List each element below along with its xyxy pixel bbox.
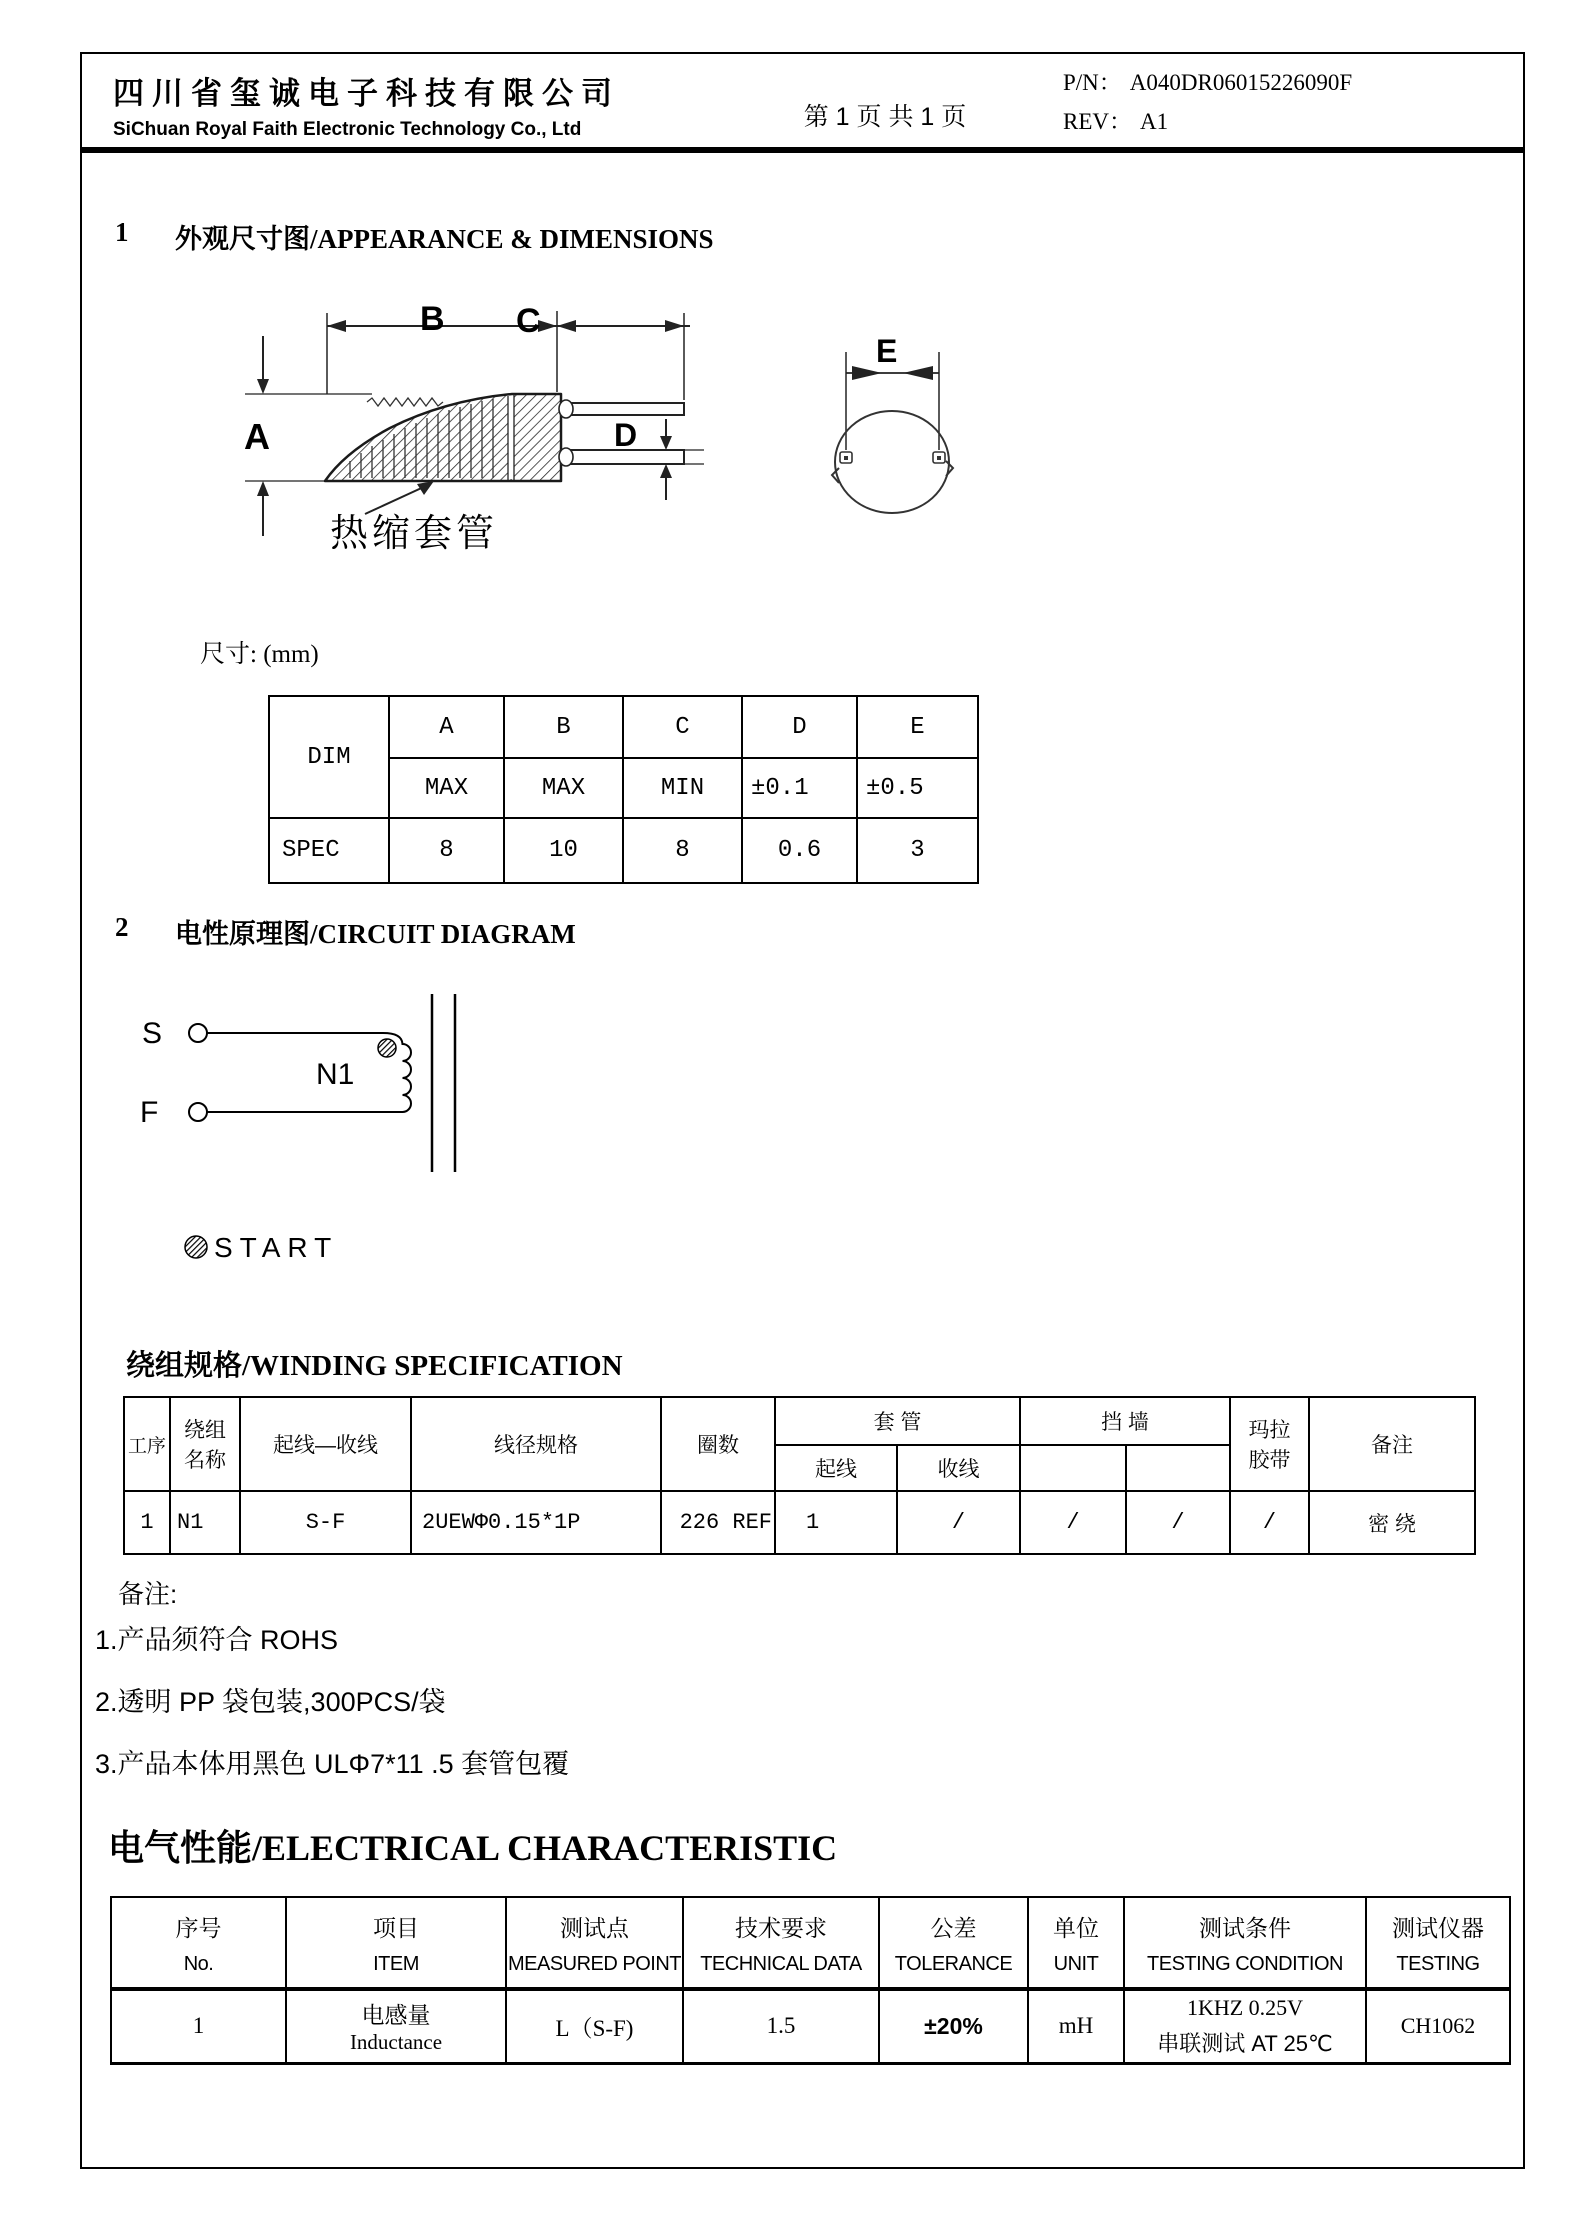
- start-legend-dot: [185, 1236, 207, 1258]
- note-item-1: 1.产品须符合 ROHS: [95, 1625, 339, 1655]
- dim-col-e: E: [857, 696, 978, 758]
- winding-n1-label: N1: [316, 1058, 355, 1091]
- wr-name: N1: [170, 1491, 240, 1554]
- er-instr: CH1062: [1366, 1989, 1510, 2063]
- wh-tube-end: 收线: [897, 1445, 1020, 1491]
- eh-instr: 测试仪器 TESTING: [1366, 1897, 1510, 1989]
- dim-col-a: A: [389, 696, 504, 758]
- er-no: 1: [111, 1989, 286, 2063]
- er-item: 电感量 Inductance: [286, 1989, 506, 2063]
- note-item-3: 3.产品本体用黑色 ULΦ7*11 .5 套管包覆: [95, 1749, 570, 1779]
- sleeve-label: 热缩套管: [330, 513, 499, 555]
- wr-remark: 密 绕: [1309, 1491, 1475, 1554]
- eh-point: 测试点 MEASURED POINT: [506, 1897, 683, 1989]
- section2-title: 电性原理图/CIRCUIT DIAGRAM: [175, 919, 576, 949]
- rev-label: REV：: [1063, 109, 1132, 134]
- dim-d-label: D: [614, 417, 638, 453]
- er-unit: mH: [1028, 1989, 1124, 2063]
- terminal-s-label: S: [142, 1017, 163, 1050]
- winding-start-dot: [378, 1039, 396, 1057]
- wh-tube: 套 管: [775, 1397, 1020, 1445]
- wr-mylar: /: [1230, 1491, 1309, 1554]
- dim-tol-e: ±0.5: [857, 758, 978, 818]
- wr-wire-spec: 2UEWΦ0.15*1P: [411, 1491, 661, 1554]
- eh-no: 序号 No.: [111, 1897, 286, 1989]
- electrical-title: 电气性能/ELECTRICAL CHARACTERISTIC: [108, 1828, 838, 1868]
- section2-number: 2: [115, 912, 129, 942]
- eh-tech: 技术要求 TECHNICAL DATA: [683, 1897, 879, 1989]
- dim-col-c: C: [623, 696, 742, 758]
- wr-process: 1: [124, 1491, 170, 1554]
- dim-spec-c: 8: [623, 818, 742, 883]
- dim-tol-b: MAX: [504, 758, 623, 818]
- dim-e-label: E: [876, 333, 898, 369]
- dim-tol-a: MAX: [389, 758, 504, 818]
- page-number: 第 1 页 共 1 页: [803, 103, 967, 131]
- part-number: [1063, 64, 1352, 97]
- er-tech: 1.5: [683, 1989, 879, 2063]
- wr-barrier-2: /: [1126, 1491, 1230, 1554]
- lead-top: [561, 403, 684, 415]
- wire-end-squiggle: [367, 398, 443, 406]
- eh-unit: 单位 UNIT: [1028, 1897, 1124, 1989]
- wr-start-end: S-F: [240, 1491, 411, 1554]
- header-divider: [82, 147, 1523, 153]
- terminal-f-node: [189, 1103, 207, 1121]
- wh-turns: 圈数: [661, 1397, 775, 1491]
- note-item-2: 2.透明 PP 袋包装,300PCS/袋: [95, 1687, 446, 1717]
- dimension-table: [268, 695, 979, 884]
- dim-col-d: D: [742, 696, 857, 758]
- company-name-en: SiChuan Royal Faith Electronic Technology Co., Ltd: [113, 119, 582, 140]
- wh-barrier: 挡 墙: [1020, 1397, 1230, 1445]
- er-tol: ±20%: [879, 1989, 1028, 2063]
- appearance-drawing: [240, 300, 1000, 562]
- wr-tube-end: /: [897, 1491, 1020, 1554]
- unit-label: 尺寸: (mm): [200, 641, 319, 668]
- dim-spec-e: 3: [857, 818, 978, 883]
- dim-col-b: B: [504, 696, 623, 758]
- wh-process: 工序: [124, 1397, 170, 1491]
- circuit-diagram: [95, 975, 515, 1275]
- electrical-table: [110, 1896, 1511, 2065]
- dim-tol-d: ±0.1: [742, 758, 857, 818]
- rev-value: A1: [1140, 109, 1169, 134]
- wh-remark: 备注: [1309, 1397, 1475, 1491]
- wh-mylar: 玛拉胶带: [1230, 1397, 1309, 1491]
- pn-label: P/N：: [1063, 70, 1122, 95]
- dim-spec-d: 0.6: [742, 818, 857, 883]
- wh-barrier-1: [1020, 1445, 1126, 1491]
- wr-turns: 226 REF: [661, 1491, 775, 1554]
- dim-spec-b: 10: [504, 818, 623, 883]
- eh-cond: 测试条件 TESTING CONDITION: [1124, 1897, 1366, 1989]
- eh-item: 项目 ITEM: [286, 1897, 506, 1989]
- start-legend-label: START: [214, 1232, 339, 1263]
- notes-title: 备注:: [118, 1579, 178, 1609]
- er-point: L（S-F): [506, 1989, 683, 2063]
- er-cond: 1KHZ 0.25V 串联测试 AT 25℃: [1124, 1989, 1366, 2063]
- section1-number: 1: [115, 217, 129, 247]
- winding-table: [123, 1396, 1476, 1555]
- dim-c-label: C: [516, 302, 541, 340]
- dim-spec-a: 8: [389, 818, 504, 883]
- wh-barrier-2: [1126, 1445, 1230, 1491]
- company-name-cn: 四川省玺诚电子科技有限公司: [113, 76, 620, 111]
- pn-value: A040DR06015226090F: [1129, 70, 1353, 95]
- terminal-s-node: [189, 1024, 207, 1042]
- wh-start-end: 起线—收线: [240, 1397, 411, 1491]
- dim-spec-label: SPEC: [269, 818, 389, 883]
- dim-corner-cell: DIM: [269, 696, 389, 818]
- revision: [1063, 103, 1168, 136]
- terminal-f-label: F: [140, 1096, 159, 1129]
- wr-barrier-1: /: [1020, 1491, 1126, 1554]
- wh-tube-start: 起线: [775, 1445, 897, 1491]
- section1-title: 外观尺寸图/APPEARANCE & DIMENSIONS: [175, 224, 714, 254]
- wh-wire-spec: 线径规格: [411, 1397, 661, 1491]
- eh-tol: 公差 TOLERANCE: [879, 1897, 1028, 1989]
- dim-tol-c: MIN: [623, 758, 742, 818]
- wr-tube-start: 1: [775, 1491, 897, 1554]
- winding-title: 绕组规格/WINDING SPECIFICATION: [126, 1350, 623, 1382]
- wh-name: 绕组名称: [170, 1397, 240, 1491]
- dim-b-label: B: [420, 300, 445, 338]
- dim-a-label: A: [244, 416, 270, 457]
